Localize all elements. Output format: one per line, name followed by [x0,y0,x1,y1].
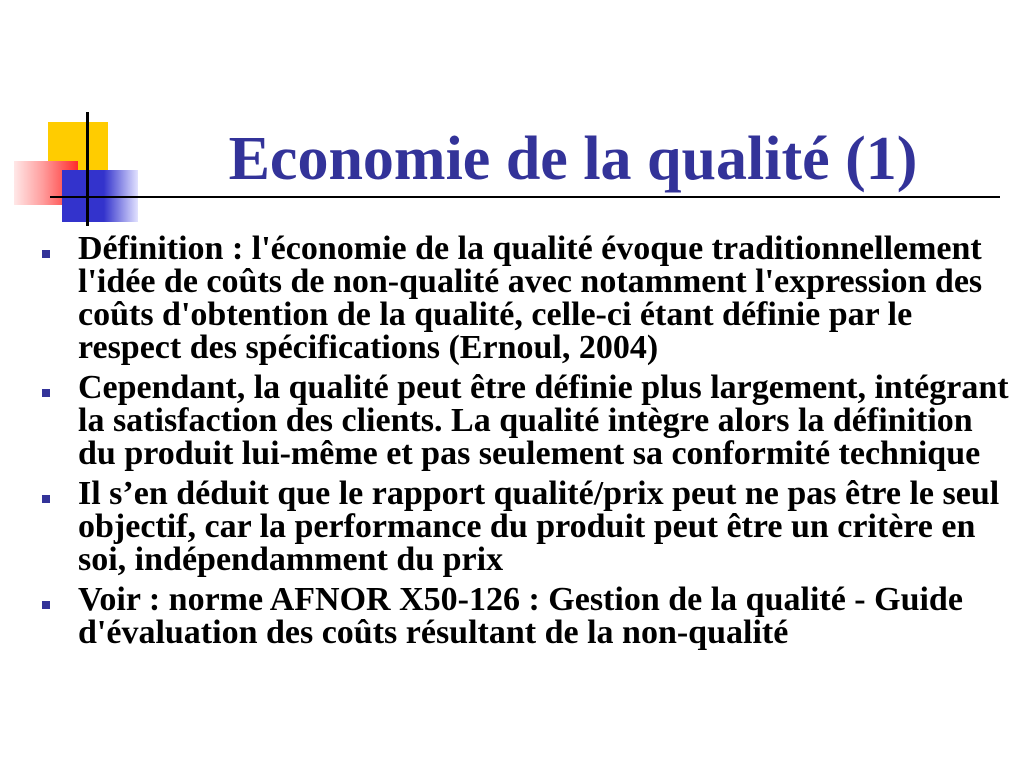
bullet-item [0,477,1024,576]
bullet-line: du produit lui-même et pas seulement sa conformité technique [78,435,981,472]
bullet-line: Cependant, la qualité peut être définie plus largement, intégrant [78,369,1009,406]
square-bullet-icon [42,389,50,397]
bullet-item [0,232,1024,364]
bullet-line: soi, indépendamment du prix [78,541,504,578]
bullet-line: la satisfaction des clients. La qualité intègre alors la définition [78,402,973,439]
bullet-line: Voir : norme AFNOR X50-126 : Gestion de la qualité - Guide [78,581,963,618]
bullet-item [0,583,1024,649]
square-bullet-icon [42,495,50,503]
bullet-line: coûts d'obtention de la qualité, celle-ci étant définie par le [78,296,913,333]
bullet-line: l'idée de coûts de non-qualité avec notamment l'expression des [78,263,983,300]
bullet-line: Définition : l'économie de la qualité évoque traditionnellement [78,230,982,267]
bullet-line: d'évaluation des coûts résultant de la non-qualité [78,614,789,651]
bullet-item [0,371,1024,470]
logo-vertical-line [86,112,89,226]
bullet-line: objectif, car la performance du produit peut être un critère en [78,508,976,545]
colored-squares-logo [0,0,150,240]
square-bullet-icon [42,601,50,609]
square-bullet-icon [42,250,50,258]
title-underline [50,196,1000,198]
bullet-line: respect des spécifications (Ernoul, 2004) [78,329,659,366]
slide-title: Economie de la qualité (1) [228,125,918,193]
bullet-list [0,232,1024,649]
bullet-line: Il s’en déduit que le rapport qualité/prix peut ne pas être le seul [78,475,1000,512]
